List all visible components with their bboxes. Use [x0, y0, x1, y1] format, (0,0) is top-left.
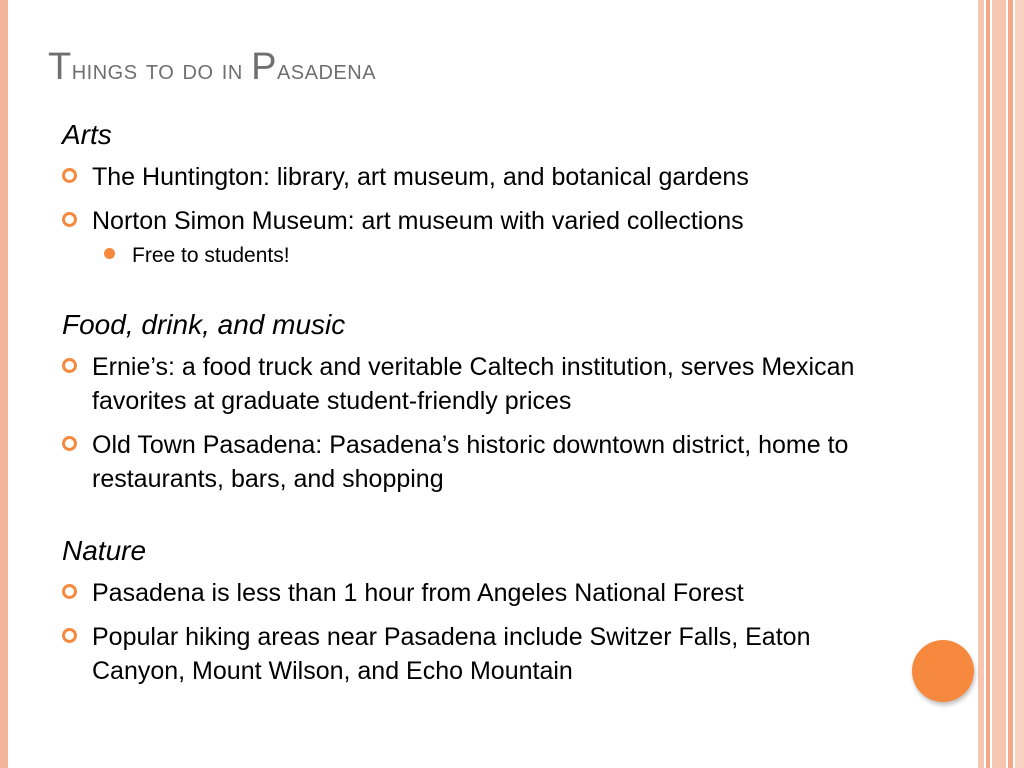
right-stripe — [992, 0, 1006, 768]
list-item-text: The Huntington: library, art museum, and botanical gardens — [92, 163, 749, 191]
list-item — [62, 620, 892, 688]
hollow-circle-icon — [62, 212, 77, 227]
slide-title — [48, 46, 376, 89]
section-heading-food: Food, drink, and music — [62, 309, 346, 340]
section-heading-nature: Nature — [62, 535, 147, 566]
hollow-circle-icon — [62, 584, 77, 599]
orange-circle-decoration — [912, 640, 974, 702]
slide-content — [62, 118, 892, 698]
title-part: P — [251, 46, 277, 88]
hollow-circle-icon — [62, 628, 77, 643]
section-heading-arts: Arts — [62, 119, 112, 150]
list-item — [62, 428, 892, 496]
list-item-text: Old Town Pasadena: Pasadena’s historic downtown district, home to restaurants, bars, and shopping — [92, 431, 849, 493]
list-item — [62, 204, 892, 238]
title-part: hings to do in — [71, 54, 252, 85]
hollow-circle-icon — [62, 168, 77, 183]
list-item — [62, 576, 892, 610]
right-stripe — [1015, 0, 1024, 768]
list-item-text: Norton Simon Museum: art museum with varied collections — [92, 207, 744, 235]
left-border — [0, 0, 8, 768]
hollow-circle-icon — [62, 436, 77, 451]
list-item — [62, 160, 892, 194]
right-stripe — [1008, 0, 1013, 768]
right-stripe — [986, 0, 990, 768]
list-item — [62, 350, 892, 418]
filled-dot-icon — [104, 248, 115, 259]
title-part: T — [48, 46, 72, 88]
hollow-circle-icon — [62, 358, 77, 373]
list-item-text: Pasadena is less than 1 hour from Angeles National Forest — [92, 579, 744, 607]
sub-list-item-text: Free to students! — [132, 244, 290, 267]
title-part: asadena — [276, 54, 377, 85]
sub-list-item — [62, 242, 892, 270]
right-stripe — [978, 0, 984, 768]
list-item-text: Popular hiking areas near Pasadena include Switzer Falls, Eaton Canyon, Mount Wilson, and Echo Mountain — [92, 623, 811, 685]
list-item-text: Ernie’s: a food truck and veritable Caltech institution, serves Mexican favorites at graduate student-friendly prices — [92, 353, 855, 415]
